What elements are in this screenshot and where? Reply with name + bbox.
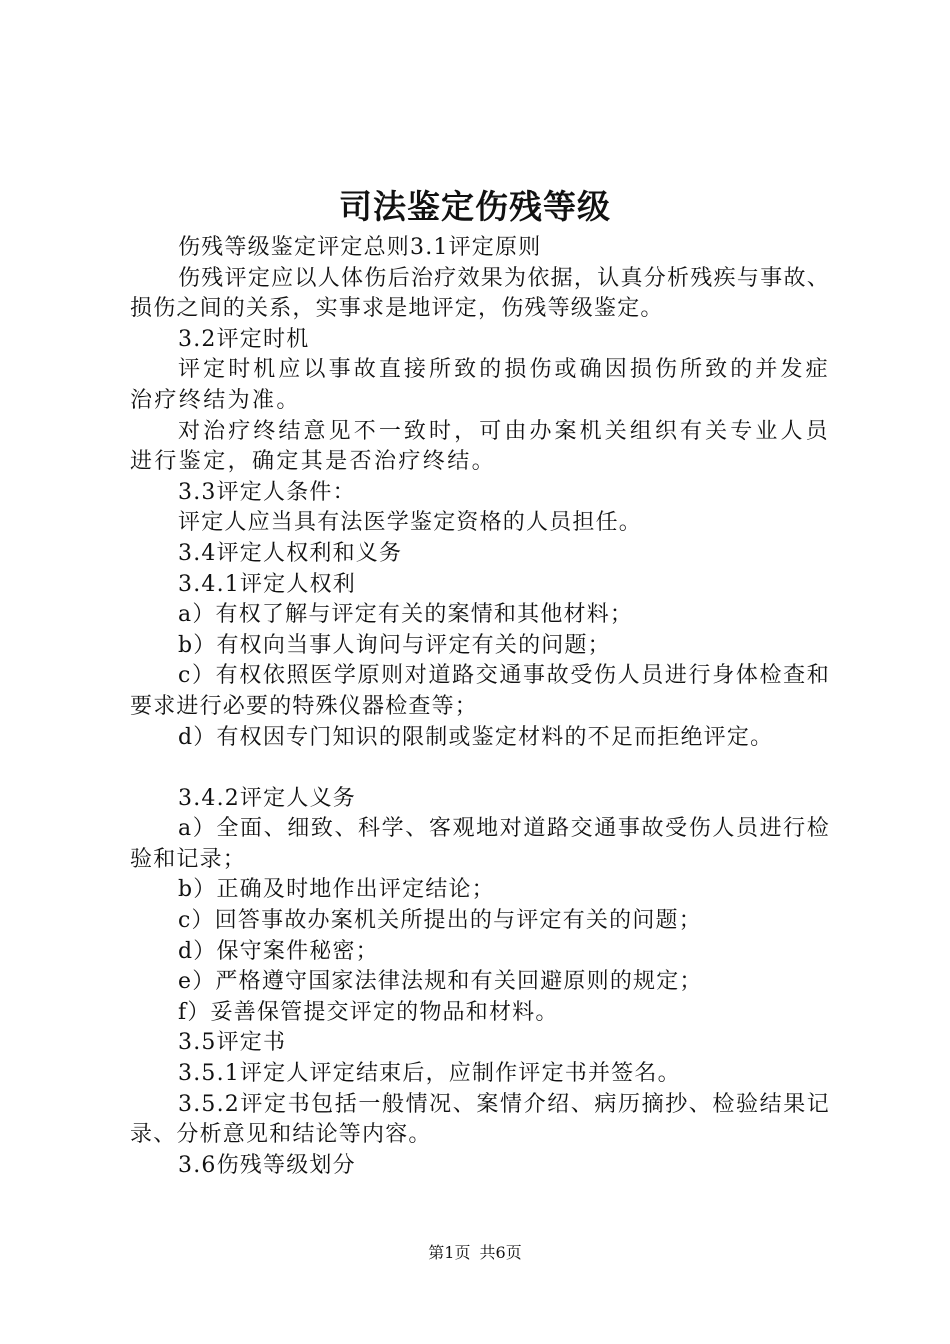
paragraph-timing: 评定时机应以事故直接所致的损伤或确因损伤所致的并发症治疗终结为准。 [130,357,830,413]
paragraph-heading-3-4-1: 3.4.1评定人权利 [178,571,356,597]
paragraph-section-heading: 伤残等级鉴定评定总则3.1评定原则 [178,235,542,260]
paragraph-heading-3-4: 3.4评定人权利和义务 [178,540,403,566]
document-body [130,233,830,1181]
paragraph-3-5-1: 3.5.1评定人评定结束后，应制作评定书并签名。 [178,1061,681,1087]
paragraph-3-5-2: 3.5.2评定书包括一般情况、案情介绍、病历摘抄、检验结果记录、分析意见和结论等内容。 [130,1091,830,1148]
page-number: 第1页 [428,1243,471,1262]
list-item-right-a: a）有权了解与评定有关的案情和其他材料； [178,602,634,628]
list-item-right-b: b）有权向当事人询问与评定有关的问题； [178,632,611,658]
list-item-duty-b: b）正确及时地作出评定结论； [178,877,495,903]
document-title: 司法鉴定伤残等级 [339,187,611,226]
paragraph-heading-3-6: 3.6伤残等级划分 [178,1152,356,1178]
list-item-right-c: c）有权依照医学原则对道路交通事故受伤人员进行身体检查和要求进行必要的特殊仪器检查等； [130,663,830,719]
paragraph-principle: 伤残评定应以人体伤后治疗效果为依据，认真分析残疾与事故、损伤之间的关系，实事求是地评定，伤残等级鉴定。 [130,265,830,322]
paragraph-disagreement: 对治疗终结意见不一致时，可由办案机关组织有关专业人员进行鉴定，确定其是否治疗终结。 [130,418,830,475]
paragraph-heading-3-4-2: 3.4.2评定人义务 [178,785,356,811]
list-item-duty-a: a）全面、细致、科学、客观地对道路交通事故受伤人员进行检验和记录； [130,816,830,872]
list-item-duty-f: f）妥善保管提交评定的物品和材料。 [178,999,559,1025]
paragraph-qualification: 评定人应当具有法医学鉴定资格的人员担任。 [178,510,643,536]
list-item-duty-d: d）保守案件秘密； [178,938,379,964]
list-item-duty-c: c）回答事故办案机关所提出的与评定有关的问题； [178,908,702,934]
page-total: 共6页 [479,1243,522,1262]
page-footer [0,1242,950,1264]
paragraph-heading-3-5: 3.5评定书 [178,1030,287,1056]
paragraph-heading-3-2: 3.2评定时机 [178,326,310,352]
list-item-right-d: d）有权因专门知识的限制或鉴定材料的不足而拒绝评定。 [178,724,774,750]
list-item-duty-e: e）严格遵守国家法律法规和有关回避原则的规定； [178,969,703,995]
paragraph-heading-3-3: 3.3评定人条件： [178,479,356,505]
